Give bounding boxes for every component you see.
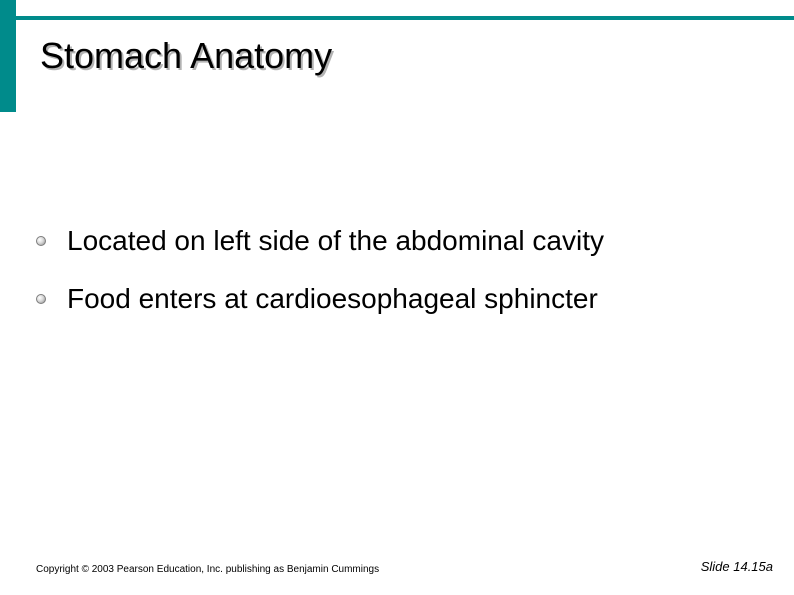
bullet-list bbox=[36, 220, 776, 336]
bullet-dot-icon bbox=[36, 236, 46, 246]
copyright-text: Copyright © 2003 Pearson Education, Inc. publishing as Benjamin Cummings bbox=[36, 564, 380, 575]
bullet-text: Food enters at cardioesophageal sphincter bbox=[67, 283, 598, 314]
bullet-item bbox=[36, 278, 776, 320]
bullet-text: Located on left side of the abdominal cavity bbox=[67, 225, 605, 256]
top-accent-bar bbox=[0, 16, 794, 20]
slide-number: Slide 14.15a bbox=[700, 559, 773, 574]
bullet-item bbox=[36, 220, 776, 262]
bullet-dot-icon bbox=[36, 294, 46, 304]
slide-title: Stomach Anatomy bbox=[40, 35, 333, 76]
left-accent-bar bbox=[0, 0, 16, 112]
